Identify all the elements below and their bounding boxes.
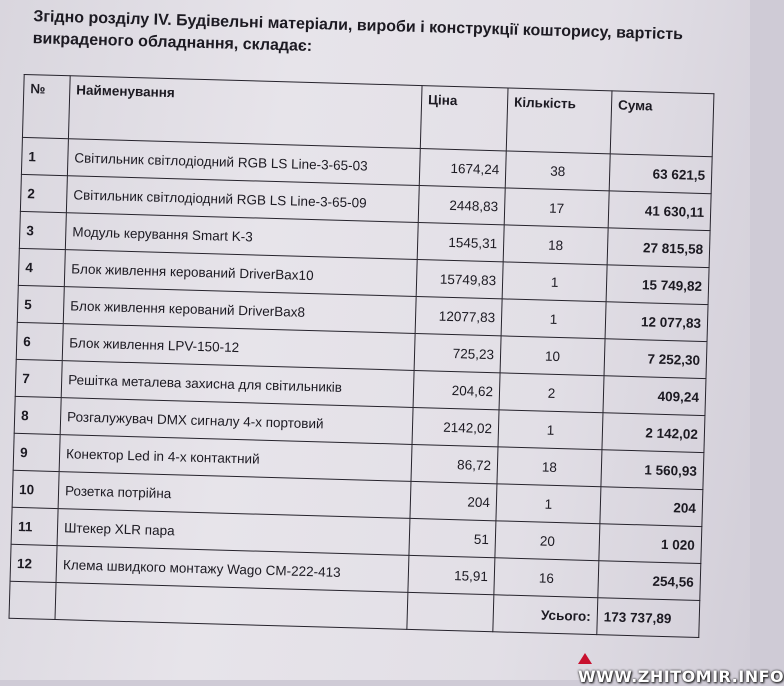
cell-price: 51 xyxy=(409,518,496,557)
cell-quantity: 18 xyxy=(503,225,608,265)
cell-sum: 63 621,5 xyxy=(609,154,712,194)
cell-price: 12077,83 xyxy=(415,296,502,335)
watermark-logo-icon xyxy=(578,653,592,664)
cell-quantity: 1 xyxy=(498,410,603,450)
cell-number: 4 xyxy=(18,248,65,286)
cell-number: 7 xyxy=(15,359,62,397)
cell-quantity: 1 xyxy=(502,262,607,302)
cell-price: 15749,83 xyxy=(416,259,503,298)
cell-sum: 15 749,82 xyxy=(606,265,709,305)
header-number: № xyxy=(22,74,70,138)
cell-number: 3 xyxy=(19,211,66,249)
cell-price: 1674,24 xyxy=(419,149,506,188)
cell-quantity: 38 xyxy=(505,151,610,191)
cell-sum: 41 630,11 xyxy=(608,191,711,231)
total-label: Усього: xyxy=(493,595,598,635)
header-quantity: Кількість xyxy=(506,88,612,154)
cell-price: 204,62 xyxy=(413,370,500,409)
cell-price: 1545,31 xyxy=(417,223,504,262)
header-sum: Сума xyxy=(610,91,714,157)
cell-quantity: 18 xyxy=(497,447,602,487)
header-name: Найменування xyxy=(68,76,422,149)
cell-sum: 12 077,83 xyxy=(605,302,708,342)
cell-price: 2448,83 xyxy=(418,186,505,225)
cell-sum: 2 142,02 xyxy=(602,413,705,453)
cell-name: Розетка потрійна xyxy=(58,472,411,519)
cell-number: 11 xyxy=(11,507,58,545)
document-heading: Згідно розділу IV. Будівельні матеріали, вироби і конструкції кошторису, вартість викраденого обладнання, складає: xyxy=(32,8,684,55)
cell-number: 2 xyxy=(20,174,67,212)
document-sheet xyxy=(0,3,747,663)
site-watermark xyxy=(578,648,784,686)
cell-quantity: 2 xyxy=(499,373,604,413)
cell-sum: 254,56 xyxy=(598,561,701,601)
cell-sum: 1 560,93 xyxy=(601,450,704,490)
cell-quantity: 1 xyxy=(496,484,601,524)
cell-price: 15,91 xyxy=(408,555,495,594)
cell-name: Блок живлення керований DriverBax10 xyxy=(64,250,417,297)
cost-table xyxy=(9,74,715,638)
cell-name: Решітка металева захисна для світильників xyxy=(61,361,414,408)
cell-quantity: 1 xyxy=(501,299,606,339)
cell-name: Клема швидкого монтажу Wago CM-222-413 xyxy=(56,546,409,593)
cell-sum: 204 xyxy=(600,487,703,527)
cell-name: Блок живлення LPV-150-12 xyxy=(62,324,415,371)
cell-number: 6 xyxy=(16,322,63,360)
header-price: Ціна xyxy=(420,86,508,151)
cell-sum: 27 815,58 xyxy=(607,228,710,268)
cell-number: 10 xyxy=(12,470,59,508)
total-value: 173 737,89 xyxy=(597,598,700,638)
cell-number: 5 xyxy=(17,285,64,323)
cell-price: 2142,02 xyxy=(412,407,499,446)
watermark-text: WWW.ZHITOMIR.INFO xyxy=(578,667,784,686)
cell-number: 9 xyxy=(13,433,60,471)
cell-name: Модуль керування Smart K-3 xyxy=(65,213,418,260)
cell-price: 725,23 xyxy=(414,333,501,372)
cell-sum: 409,24 xyxy=(603,376,706,416)
cell-price: 204 xyxy=(410,481,497,520)
cell-quantity: 10 xyxy=(500,336,605,376)
cell-number: 12 xyxy=(10,544,57,582)
cell-sum: 1 020 xyxy=(599,524,702,564)
cell-name: Розгалужувач DMX сигналу 4-х портовий xyxy=(60,398,413,445)
cell-number: 1 xyxy=(21,137,68,175)
cell-quantity: 17 xyxy=(504,188,609,228)
cell-name: Конектор Led in 4-х контактний xyxy=(59,435,412,482)
cell-name: Блок живлення керований DriverBax8 xyxy=(63,287,416,334)
cell-sum: 7 252,30 xyxy=(604,339,707,379)
cell-quantity: 20 xyxy=(495,521,600,561)
cell-name: Світильник світлодіодний RGB LS Line-3-65-03 xyxy=(67,139,420,186)
cell-name: Світильник світлодіодний RGB LS Line-3-65-09 xyxy=(66,176,419,223)
cell-quantity: 16 xyxy=(494,558,599,598)
cell-price: 86,72 xyxy=(411,444,498,483)
cell-name: Штекер XLR пара xyxy=(57,509,410,556)
cell-number: 8 xyxy=(14,396,61,434)
